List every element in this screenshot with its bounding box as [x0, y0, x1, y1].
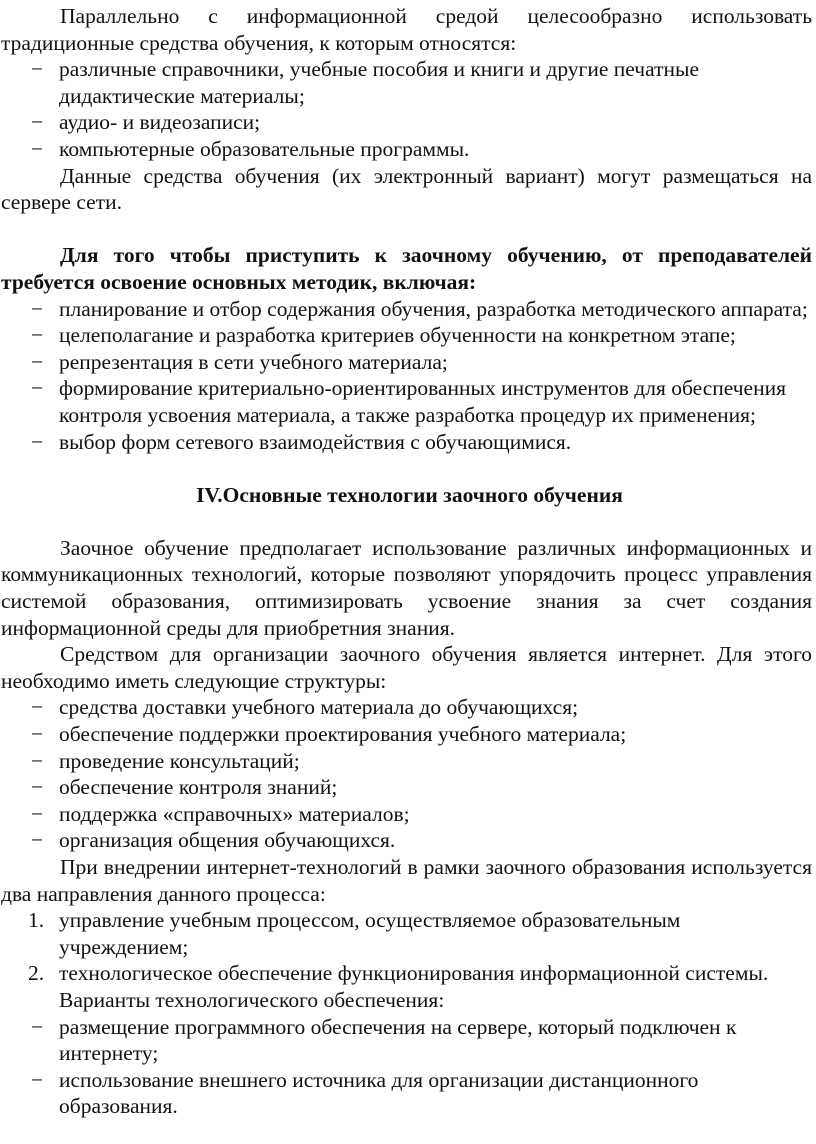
- list-item: − поддержка «справочных» материалов;: [31, 801, 410, 826]
- spacer: [1, 455, 812, 482]
- dash-bullet: −: [31, 429, 44, 454]
- list-item: 2. технологическое обеспечение функционирования информационной системы.: [28, 961, 769, 986]
- dash-bullet: −: [31, 748, 44, 773]
- list-item: − целеполагание и разработка критериев обученности на конкретном этапе;: [31, 323, 736, 348]
- list-item: − использование внешнего источника для организации дистанционного образования.: [31, 1067, 699, 1119]
- section-paragraph-3: При внедрении интернет-технологий в рамки заочного образования используется два направления данного процесса:: [1, 855, 812, 906]
- list-item: − аудио- и видеозаписи;: [31, 110, 261, 135]
- dash-bullet: −: [31, 828, 44, 853]
- list-item: − организация общения обучающихся.: [31, 828, 396, 853]
- traditional-means-list: [1, 56, 812, 162]
- methods-heading: Для того чтобы приступить к заочному обучению, от преподавателей требуется освоение основных методик, включая:: [1, 243, 812, 294]
- dash-bullet: −: [31, 349, 44, 374]
- list-item: − средства доставки учебного материала до обучающихся;: [31, 695, 579, 720]
- methods-list: [1, 296, 812, 456]
- list-item: 1. управление учебным процессом, осуществляемое образовательным учреждением;: [28, 908, 681, 959]
- list-item: − проведение консультаций;: [31, 748, 300, 773]
- directions-list: [1, 907, 812, 987]
- variants-list: [1, 1014, 812, 1120]
- structures-list: [1, 694, 812, 854]
- dash-bullet: −: [31, 1014, 44, 1039]
- list-number: 1.: [28, 908, 45, 933]
- intro-paragraph: Параллельно с информационной средой целесообразно использовать традиционные средства обучения, к которым относятся:: [1, 4, 812, 55]
- list-item: − размещение программного обеспечения на сервере, который подключен к интернету;: [31, 1014, 737, 1066]
- spacer: [1, 216, 812, 243]
- dash-bullet: −: [31, 296, 44, 321]
- section-title: IV.Основные технологии заочного обучения: [196, 482, 623, 507]
- dash-bullet: −: [31, 57, 44, 82]
- dash-bullet: −: [31, 323, 44, 348]
- variants-label: Варианты технологического обеспечения:: [59, 987, 445, 1012]
- dash-bullet: −: [31, 110, 44, 135]
- list-item: − репрезентация в сети учебного материала;: [31, 349, 448, 374]
- list-item: − различные справочники, учебные пособия и книги и другие печатные дидактические материалы;: [31, 57, 699, 108]
- list-item: − формирование критериально-ориентированных инструментов для обеспечения контроля усвоения материала, а также разработка процедур их применения;: [31, 376, 787, 427]
- list-item: − планирование и отбор содержания обучения, разработка методического аппарата;: [31, 296, 808, 321]
- dash-bullet: −: [31, 775, 44, 800]
- spacer: [1, 508, 812, 535]
- dash-bullet: −: [31, 1067, 44, 1092]
- list-item: − выбор форм сетевого взаимодействия с обучающимися.: [31, 429, 572, 454]
- list-item: − компьютерные образовательные программы.: [31, 136, 470, 161]
- dash-bullet: −: [31, 722, 44, 747]
- dash-bullet: −: [31, 136, 44, 161]
- list-number: 2.: [28, 961, 45, 986]
- section-paragraph-2: Средством для организации заочного обучения является интернет. Для этого необходимо иметь следующие структуры:: [1, 642, 812, 693]
- section-paragraph-1: Заочное обучение предполагает использование различных информационных и коммуникационных технологий, которые позволяют упорядочить процесс управления системой образования, оптимизировать усвоение знания за счет создания информационной среды для приобретния знания.: [1, 535, 812, 640]
- list-item: − обеспечение контроля знаний;: [31, 775, 338, 800]
- dash-bullet: −: [31, 695, 44, 720]
- dash-bullet: −: [31, 801, 44, 826]
- intro-after-paragraph: Данные средства обучения (их электронный вариант) могут размещаться на сервере сети.: [1, 163, 812, 215]
- list-item: − обеспечение поддержки проектирования учебного материала;: [31, 722, 627, 747]
- dash-bullet: −: [31, 376, 44, 401]
